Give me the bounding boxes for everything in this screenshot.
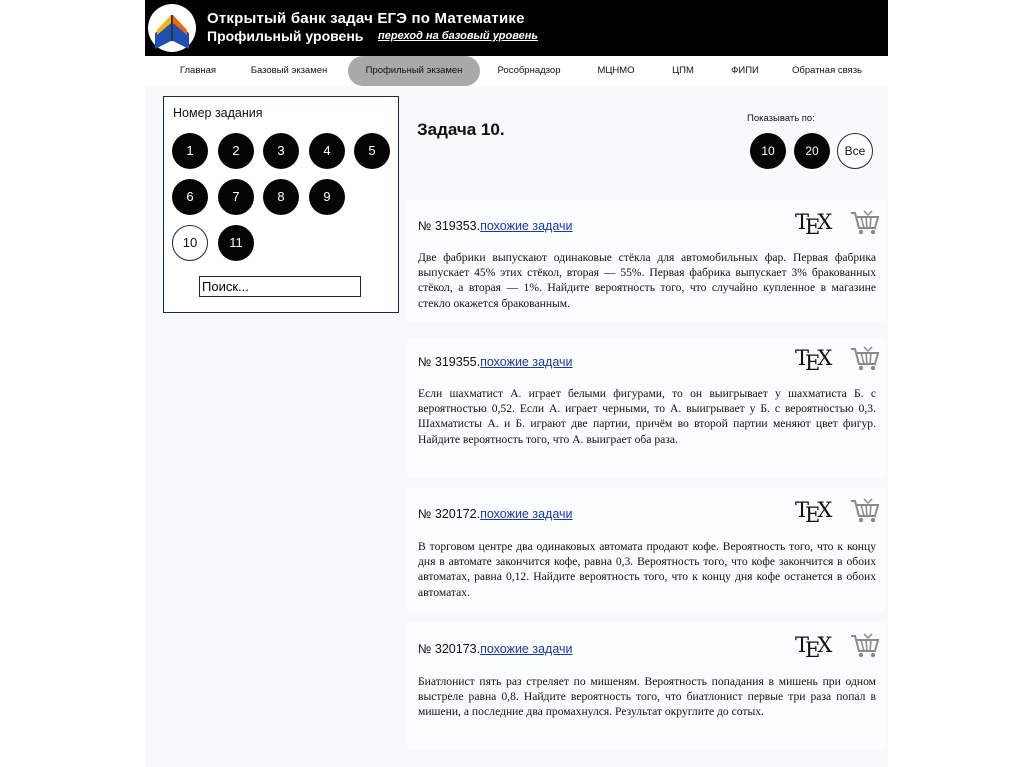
nav-rosobrnadzor[interactable]: Рособрнадзор [497,65,561,76]
tex-t: T [795,498,810,522]
task-number-7[interactable]: 7 [218,179,254,215]
search-input[interactable] [199,276,361,297]
similar-tasks-link[interactable]: похожие задачи [480,355,573,369]
site-header [145,0,888,56]
cart-icon[interactable] [850,210,880,236]
task-number-title: Номер задания [173,106,263,120]
similar-tasks-link[interactable]: похожие задачи [480,219,573,233]
task-text: В торговом центре два одинаковых автомата продают кофе. Вероятность того, что к концу дня в автомате закончится кофе, равна 0,3. Вероятность того, что кофе закончится в обоих автоматах, равна 0,12. Найдите вероятность того, что к концу дня кофе останется в обоих автоматах. [418,540,876,599]
nav-cpm[interactable]: ЦПМ [672,65,694,76]
show-per-page-label: Показывать по: [747,113,815,124]
show-all-button[interactable]: Все [837,133,873,169]
page [145,0,888,767]
page-title: Задача 10. [417,120,505,139]
open-book-logo-icon[interactable] [147,3,197,53]
nav-profile-exam[interactable]: Профильный экзамен [348,56,480,86]
similar-tasks-link[interactable]: похожие задачи [480,642,573,656]
show-10-button[interactable]: 10 [750,133,786,169]
tex-x: X [817,633,833,657]
tex-e: E [805,351,821,375]
nav-basic-exam[interactable]: Базовый экзамен [250,65,328,76]
task-id-line [418,642,573,656]
task-number-1[interactable]: 1 [172,133,208,169]
cart-icon[interactable] [850,633,880,659]
tex-e: E [805,638,821,662]
tex-icon[interactable] [795,346,833,375]
task-card [407,488,885,612]
task-number: № 320173. [418,642,481,656]
task-card [407,622,885,750]
task-text: Две фабрики выпускают одинаковые стёкла для автомобильных фар. Первая фабрика выпускает 45% этих стёкол, вторая — 55%. Первая фабрика выпускает 3% бракованных стёкол, а вторая — 1%. Найдите вероятность того, что случайно купленное в магазине стекло окажется бракованным. [418,251,876,310]
task-number: № 319353. [418,219,481,233]
task-number-10-selected[interactable]: 10 [172,225,208,261]
tex-x: X [817,498,833,522]
main-nav [145,56,888,86]
task-number-6[interactable]: 6 [172,179,208,215]
tex-x: X [817,210,833,234]
site-subtitle: Профильный уровень [207,28,364,44]
task-text: Биатлонист пять раз стреляет по мишеням. Вероятность попадания в мишень при одном выстреле равна 0,8. Найдите вероятность того, что биатлонист первые три раза попал в мишени, а последние два промахнулся. Результат округлите до сотых. [418,675,876,719]
tex-t: T [795,210,810,234]
show-20-button[interactable]: 20 [794,133,830,169]
nav-fipi[interactable]: ФИПИ [731,65,759,76]
nav-feedback[interactable]: Обратная связь [792,65,862,76]
tex-t: T [795,633,810,657]
tex-x: X [817,346,833,370]
task-number-9[interactable]: 9 [309,179,345,215]
tex-t: T [795,346,810,370]
task-id-line [418,507,573,521]
tex-icon[interactable] [795,498,833,527]
task-number: № 320172. [418,507,481,521]
cart-icon[interactable] [850,346,880,372]
task-number-panel [163,96,399,313]
nav-home[interactable]: Главная [179,65,217,76]
basic-level-link[interactable]: переход на базовый уровень [378,30,538,42]
task-number-11[interactable]: 11 [218,225,254,261]
cart-icon[interactable] [850,498,880,524]
tex-icon[interactable] [795,210,833,239]
tex-icon[interactable] [795,633,833,662]
tex-e: E [805,215,821,239]
task-number-4[interactable]: 4 [309,133,345,169]
task-number-8[interactable]: 8 [263,179,299,215]
nav-mcnmo[interactable]: МЦНМО [597,65,635,76]
task-text: Если шахматист А. играет белыми фигурами, то он выигрывает у шахматиста Б. с вероятностью 0,52. Если А. играет черными, то А. выигрывает у Б. с вероятностью 0,3. Шахматисты А. и Б. играют две партии, причём во второй партии меняют цвет фигур. Найдите вероятность того, что А. выиграет оба раза. [418,387,876,446]
tex-e: E [805,503,821,527]
task-id-line [418,355,573,369]
task-card [407,338,885,478]
task-id-line [418,219,573,233]
site-title: Открытый банк задач ЕГЭ по Математике [207,10,525,27]
task-number-5[interactable]: 5 [354,133,390,169]
task-number: № 319355. [418,355,481,369]
task-card [407,200,885,322]
task-number-3[interactable]: 3 [263,133,299,169]
similar-tasks-link[interactable]: похожие задачи [480,507,573,521]
task-number-2[interactable]: 2 [218,133,254,169]
